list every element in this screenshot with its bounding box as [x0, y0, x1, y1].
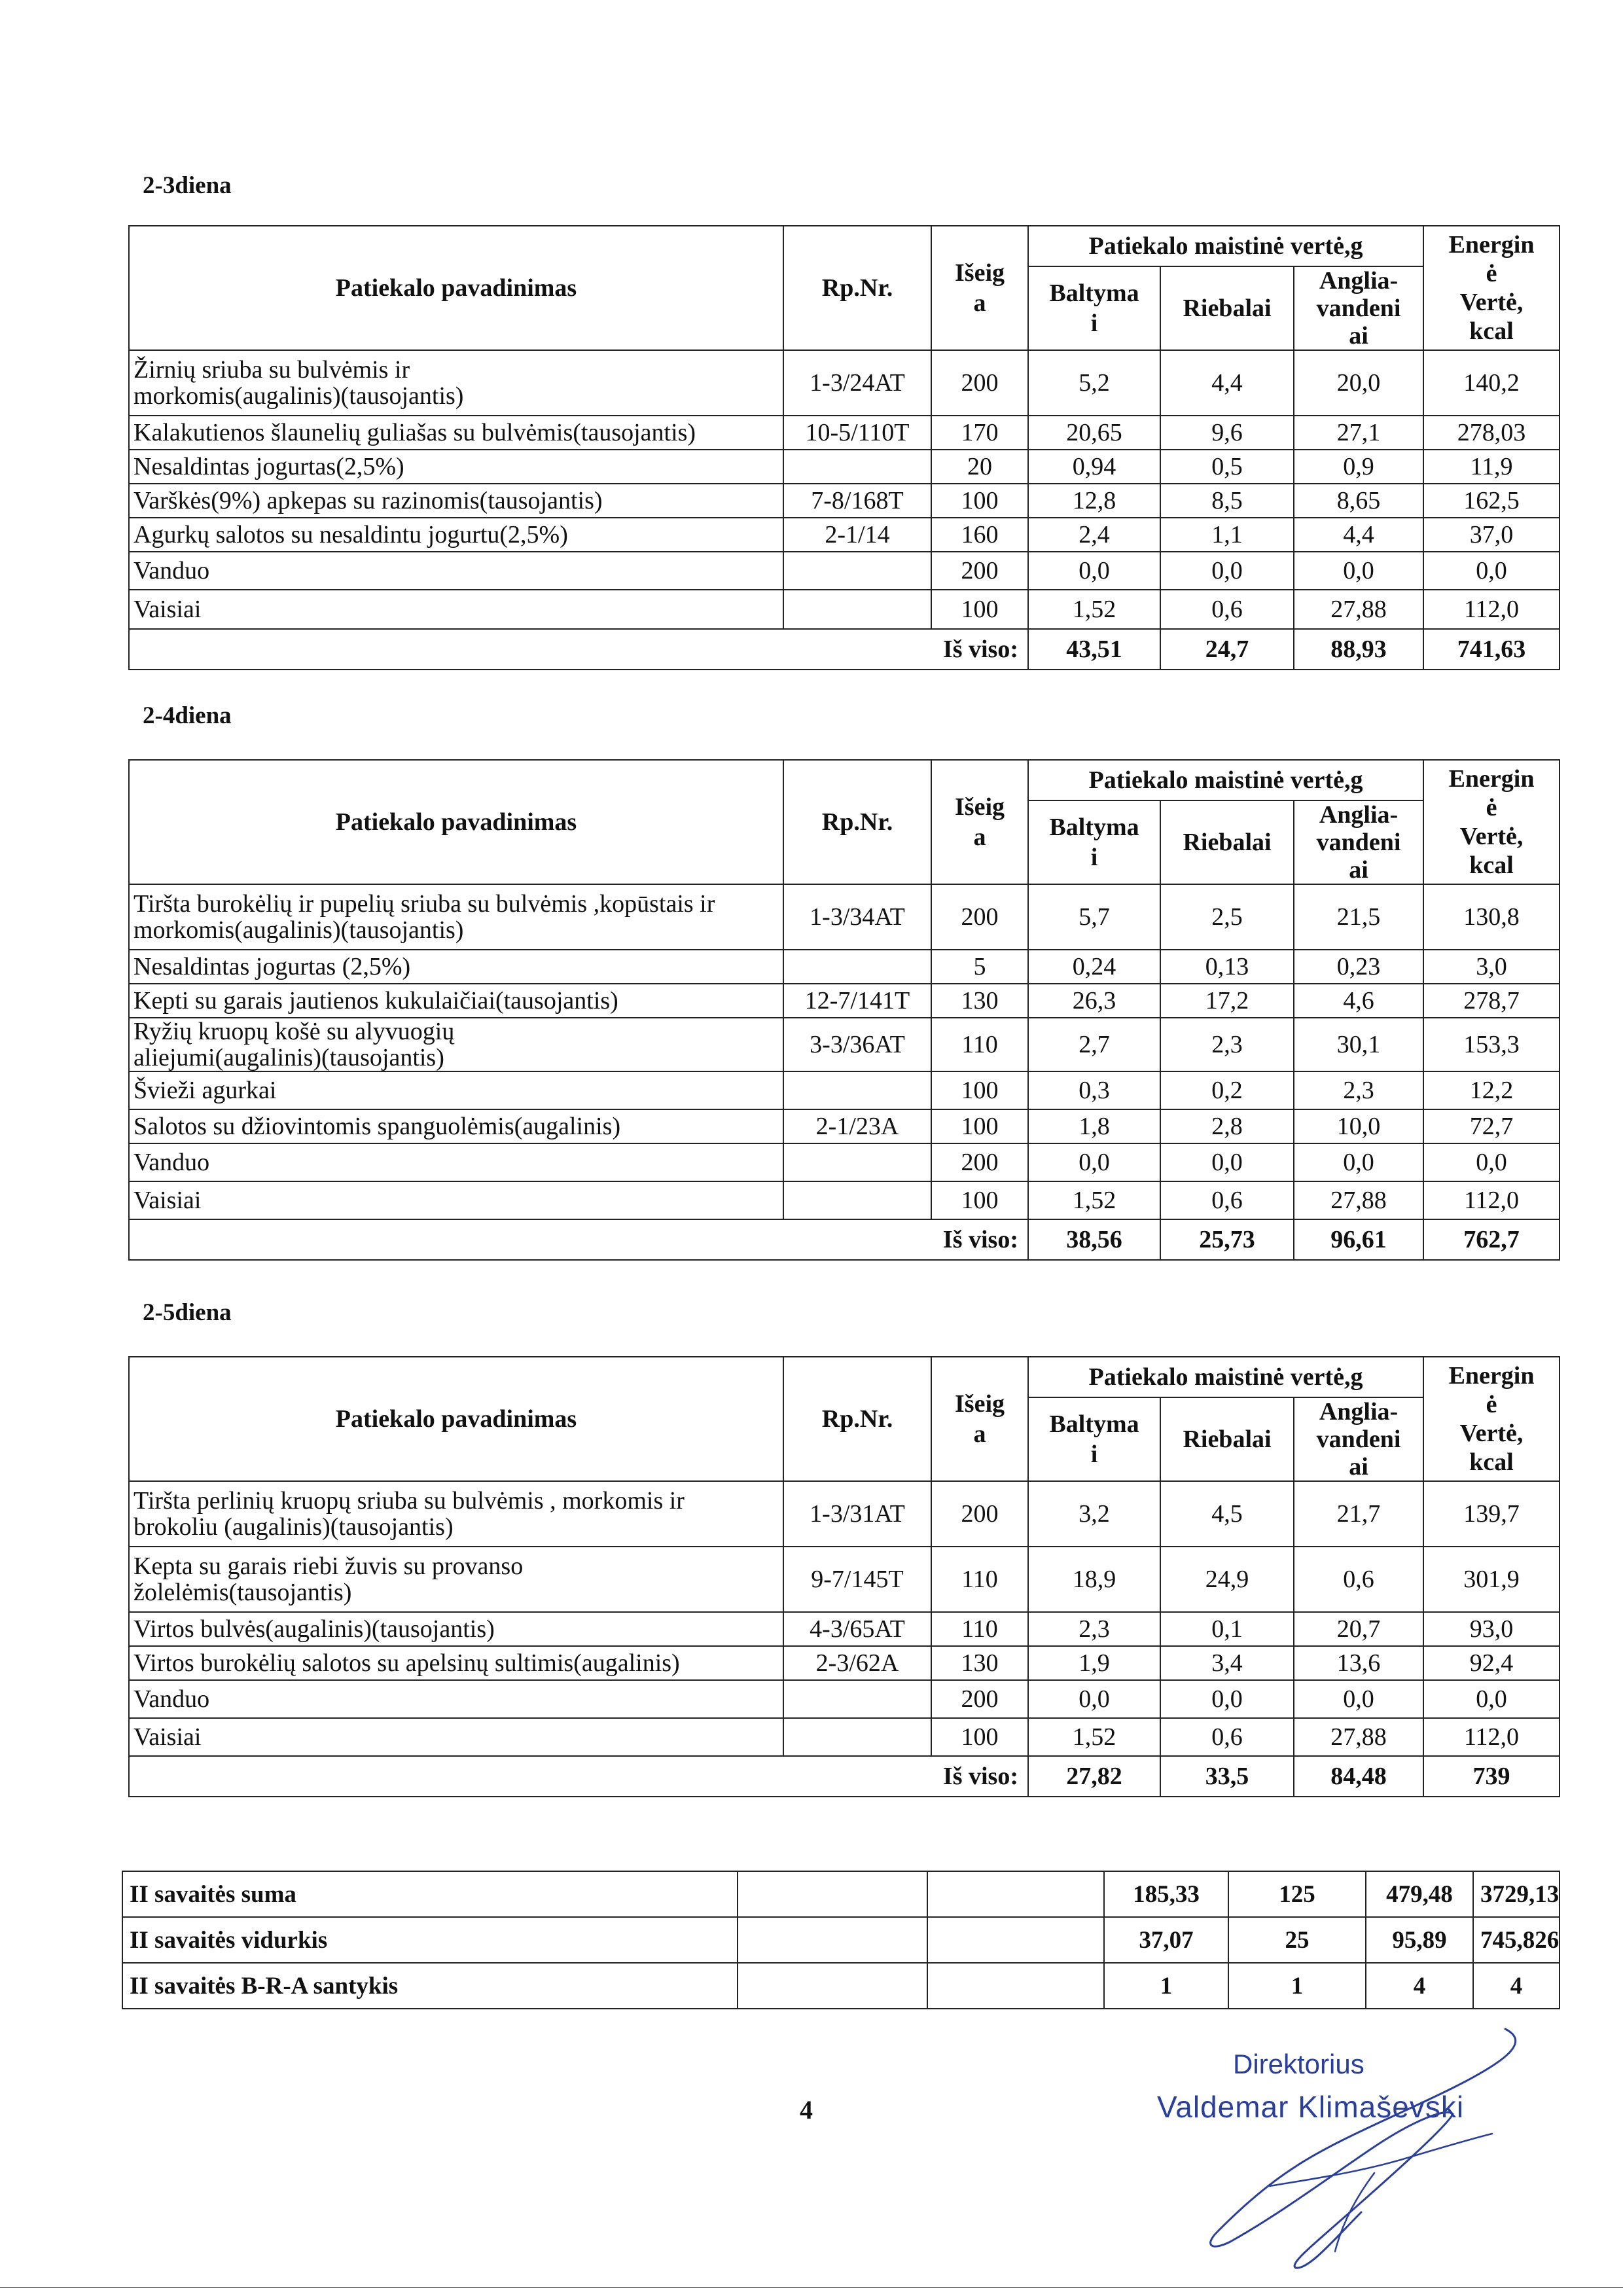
protein-value: 2,3 — [1028, 1612, 1160, 1646]
protein-value: 20,65 — [1028, 416, 1160, 450]
header-iseiga: Išeig a — [931, 1357, 1028, 1481]
yield: 200 — [931, 1143, 1028, 1181]
total-protein: 27,82 — [1028, 1756, 1160, 1797]
energy-value: 140,2 — [1423, 350, 1560, 416]
header-energy: Energin ė Vertė, kcal — [1423, 226, 1560, 350]
dish-name: Žirnių sriuba su bulvėmis ir morkomis(augalinis)(tausojantis) — [129, 350, 783, 416]
week-protein: 1 — [1104, 1963, 1228, 2009]
header-protein: Baltyma i — [1028, 266, 1160, 350]
energy-value: 301,9 — [1423, 1547, 1560, 1612]
protein-value: 2,4 — [1028, 518, 1160, 552]
total-protein: 38,56 — [1028, 1219, 1160, 1260]
week-summary-label: II savaitės vidurkis — [122, 1917, 738, 1963]
yield: 100 — [931, 1718, 1028, 1756]
week-carbs: 4 — [1366, 1963, 1473, 2009]
fat-value: 24,9 — [1160, 1547, 1294, 1612]
recipe-number — [783, 1718, 931, 1756]
protein-value: 5,7 — [1028, 884, 1160, 950]
fat-value: 0,6 — [1160, 1718, 1294, 1756]
menu-table — [128, 225, 1560, 670]
dish-name: Vanduo — [129, 1680, 783, 1718]
yield: 100 — [931, 1071, 1028, 1109]
energy-value: 130,8 — [1423, 884, 1560, 950]
header-fat: Riebalai — [1160, 266, 1294, 350]
yield: 20 — [931, 450, 1028, 484]
recipe-number — [783, 1071, 931, 1109]
table-row — [129, 884, 1560, 950]
total-carbs: 96,61 — [1294, 1219, 1423, 1260]
fat-value: 4,5 — [1160, 1481, 1294, 1547]
dish-name: Vanduo — [129, 552, 783, 590]
energy-value: 11,9 — [1423, 450, 1560, 484]
page-bottom-rule — [0, 2287, 1623, 2288]
header-energy: Energin ė Vertė, kcal — [1423, 760, 1560, 884]
protein-value: 0,0 — [1028, 1680, 1160, 1718]
fat-value: 3,4 — [1160, 1646, 1294, 1680]
header-nutrition-group: Patiekalo maistinė vertė,g — [1028, 760, 1423, 800]
energy-value: 112,0 — [1423, 590, 1560, 629]
recipe-number — [783, 590, 931, 629]
recipe-number: 4-3/65AT — [783, 1612, 931, 1646]
menu-table — [128, 1356, 1560, 1797]
carbs-value: 27,1 — [1294, 416, 1423, 450]
week-summary-row — [122, 1917, 1560, 1963]
header-fat: Riebalai — [1160, 1397, 1294, 1481]
director-name: Valdemar Klimaševski — [1157, 2090, 1465, 2124]
carbs-value: 0,0 — [1294, 1143, 1423, 1181]
header-rp: Rp.Nr. — [783, 226, 931, 350]
yield: 200 — [931, 552, 1028, 590]
energy-value: 153,3 — [1423, 1018, 1560, 1071]
dish-name: Varškės(9%) apkepas su razinomis(tausojantis) — [129, 484, 783, 518]
carbs-value: 13,6 — [1294, 1646, 1423, 1680]
carbs-value: 0,9 — [1294, 450, 1423, 484]
carbs-value: 21,5 — [1294, 884, 1423, 950]
recipe-number: 3-3/36AT — [783, 1018, 931, 1071]
yield: 200 — [931, 884, 1028, 950]
handwritten-signature — [1139, 2016, 1544, 2291]
protein-value: 1,52 — [1028, 1718, 1160, 1756]
fat-value: 0,0 — [1160, 1680, 1294, 1718]
carbs-value: 10,0 — [1294, 1109, 1423, 1143]
fat-value: 0,6 — [1160, 590, 1294, 629]
header-fat: Riebalai — [1160, 800, 1294, 884]
page-number: 4 — [800, 2095, 813, 2125]
total-row — [129, 629, 1560, 670]
yield: 100 — [931, 590, 1028, 629]
yield: 100 — [931, 1109, 1028, 1143]
dish-name: Virtos bulvės(augalinis)(tausojantis) — [129, 1612, 783, 1646]
menu-table — [128, 759, 1560, 1261]
table-row — [129, 1612, 1560, 1646]
energy-value: 112,0 — [1423, 1718, 1560, 1756]
yield: 5 — [931, 950, 1028, 984]
day-title: 2-5diena — [143, 1299, 232, 1326]
total-fat: 24,7 — [1160, 629, 1294, 670]
energy-value: 37,0 — [1423, 518, 1560, 552]
protein-value: 1,9 — [1028, 1646, 1160, 1680]
protein-value: 1,8 — [1028, 1109, 1160, 1143]
protein-value: 0,94 — [1028, 450, 1160, 484]
table-row — [129, 590, 1560, 629]
protein-value: 18,9 — [1028, 1547, 1160, 1612]
protein-value: 5,2 — [1028, 350, 1160, 416]
recipe-number: 12-7/141T — [783, 984, 931, 1018]
dish-name: Kepti su garais jautienos kukulaičiai(tausojantis) — [129, 984, 783, 1018]
energy-value: 3,0 — [1423, 950, 1560, 984]
yield: 200 — [931, 1481, 1028, 1547]
total-carbs: 88,93 — [1294, 629, 1423, 670]
week-energy: 4 — [1473, 1963, 1560, 2009]
energy-value: 162,5 — [1423, 484, 1560, 518]
energy-value: 112,0 — [1423, 1181, 1560, 1219]
carbs-value: 8,65 — [1294, 484, 1423, 518]
total-fat: 33,5 — [1160, 1756, 1294, 1797]
fat-value: 1,1 — [1160, 518, 1294, 552]
total-fat: 25,73 — [1160, 1219, 1294, 1260]
week-summary-row — [122, 1963, 1560, 2009]
yield: 130 — [931, 984, 1028, 1018]
protein-value: 0,3 — [1028, 1071, 1160, 1109]
carbs-value: 2,3 — [1294, 1071, 1423, 1109]
dish-name: Kepta su garais riebi žuvis su provanso žolelėmis(tausojantis) — [129, 1547, 783, 1612]
carbs-value: 27,88 — [1294, 1718, 1423, 1756]
total-blank — [129, 1756, 931, 1797]
fat-value: 2,3 — [1160, 1018, 1294, 1071]
yield: 100 — [931, 1181, 1028, 1219]
dish-name: Agurkų salotos su nesaldintu jogurtu(2,5%) — [129, 518, 783, 552]
header-nutrition-group: Patiekalo maistinė vertė,g — [1028, 1357, 1423, 1397]
protein-value: 3,2 — [1028, 1481, 1160, 1547]
fat-value: 0,0 — [1160, 552, 1294, 590]
table-row — [129, 1481, 1560, 1547]
table-row — [129, 1547, 1560, 1612]
yield: 110 — [931, 1547, 1028, 1612]
dish-name: Nesaldintas jogurtas (2,5%) — [129, 950, 783, 984]
header-protein: Baltyma i — [1028, 800, 1160, 884]
carbs-value: 4,6 — [1294, 984, 1423, 1018]
total-protein: 43,51 — [1028, 629, 1160, 670]
yield: 200 — [931, 350, 1028, 416]
total-row — [129, 1756, 1560, 1797]
total-energy: 741,63 — [1423, 629, 1560, 670]
header-name: Patiekalo pavadinimas — [129, 760, 783, 884]
fat-value: 17,2 — [1160, 984, 1294, 1018]
carbs-value: 20,0 — [1294, 350, 1423, 416]
table-row — [129, 1109, 1560, 1143]
dish-name: Tiršta burokėlių ir pupelių sriuba su bulvėmis ,kopūstais ir morkomis(augalinis)(tausojantis) — [129, 884, 783, 950]
recipe-number: 1-3/31AT — [783, 1481, 931, 1547]
energy-value: 0,0 — [1423, 1143, 1560, 1181]
fat-value: 2,8 — [1160, 1109, 1294, 1143]
dish-name: Tiršta perlinių kruopų sriuba su bulvėmis , morkomis ir brokoliu (augalinis)(tausojantis) — [129, 1481, 783, 1547]
energy-value: 0,0 — [1423, 552, 1560, 590]
yield: 160 — [931, 518, 1028, 552]
recipe-number — [783, 450, 931, 484]
recipe-number — [783, 1143, 931, 1181]
recipe-number: 7-8/168T — [783, 484, 931, 518]
total-carbs: 84,48 — [1294, 1756, 1423, 1797]
week-empty-cell — [738, 1963, 927, 2009]
header-iseiga: Išeig a — [931, 226, 1028, 350]
carbs-value: 20,7 — [1294, 1612, 1423, 1646]
week-energy: 745,826 — [1473, 1917, 1560, 1963]
day-title: 2-4diena — [143, 702, 232, 729]
table-row — [129, 350, 1560, 416]
header-protein: Baltyma i — [1028, 1397, 1160, 1481]
dish-name: Virtos burokėlių salotos su apelsinų sultimis(augalinis) — [129, 1646, 783, 1680]
week-carbs: 95,89 — [1366, 1917, 1473, 1963]
recipe-number — [783, 1680, 931, 1718]
protein-value: 2,7 — [1028, 1018, 1160, 1071]
table-row — [129, 1680, 1560, 1718]
fat-value: 0,6 — [1160, 1181, 1294, 1219]
header-name: Patiekalo pavadinimas — [129, 226, 783, 350]
protein-value: 1,52 — [1028, 1181, 1160, 1219]
week-summary-label: II savaitės suma — [122, 1871, 738, 1917]
carbs-value: 0,0 — [1294, 552, 1423, 590]
fat-value: 0,13 — [1160, 950, 1294, 984]
recipe-number: 9-7/145T — [783, 1547, 931, 1612]
header-rp: Rp.Nr. — [783, 1357, 931, 1481]
header-energy: Energin ė Vertė, kcal — [1423, 1357, 1560, 1481]
header-iseiga: Išeig a — [931, 760, 1028, 884]
carbs-value: 30,1 — [1294, 1018, 1423, 1071]
week-empty-cell — [738, 1917, 927, 1963]
energy-value: 92,4 — [1423, 1646, 1560, 1680]
recipe-number: 1-3/24AT — [783, 350, 931, 416]
table-row — [129, 1646, 1560, 1680]
total-energy: 739 — [1423, 1756, 1560, 1797]
total-row — [129, 1219, 1560, 1260]
energy-value: 12,2 — [1423, 1071, 1560, 1109]
recipe-number — [783, 1181, 931, 1219]
protein-value: 0,0 — [1028, 1143, 1160, 1181]
week-empty-cell — [738, 1871, 927, 1917]
table-row — [129, 950, 1560, 984]
recipe-number: 2-3/62A — [783, 1646, 931, 1680]
energy-value: 0,0 — [1423, 1680, 1560, 1718]
table-row — [129, 1718, 1560, 1756]
dish-name: Vanduo — [129, 1143, 783, 1181]
protein-value: 1,52 — [1028, 590, 1160, 629]
week-summary-label: II savaitės B-R-A santykis — [122, 1963, 738, 2009]
total-energy: 762,7 — [1423, 1219, 1560, 1260]
week-carbs: 479,48 — [1366, 1871, 1473, 1917]
recipe-number: 1-3/34AT — [783, 884, 931, 950]
table-row — [129, 1143, 1560, 1181]
recipe-number — [783, 950, 931, 984]
protein-value: 0,24 — [1028, 950, 1160, 984]
total-label: Iš viso: — [931, 1756, 1028, 1797]
dish-name: Nesaldintas jogurtas(2,5%) — [129, 450, 783, 484]
fat-value: 9,6 — [1160, 416, 1294, 450]
header-rp: Rp.Nr. — [783, 760, 931, 884]
week-summary-row — [122, 1871, 1560, 1917]
energy-value: 278,7 — [1423, 984, 1560, 1018]
week-fat: 25 — [1228, 1917, 1366, 1963]
table-row — [129, 1181, 1560, 1219]
total-label: Iš viso: — [931, 1219, 1028, 1260]
protein-value: 12,8 — [1028, 484, 1160, 518]
yield: 130 — [931, 1646, 1028, 1680]
header-carbs: Anglia- vandeni ai — [1294, 800, 1423, 884]
table-row — [129, 416, 1560, 450]
week-fat: 1 — [1228, 1963, 1366, 2009]
dish-name: Vaisiai — [129, 1718, 783, 1756]
total-label: Iš viso: — [931, 629, 1028, 670]
dish-name: Vaisiai — [129, 1181, 783, 1219]
yield: 100 — [931, 484, 1028, 518]
yield: 110 — [931, 1018, 1028, 1071]
carbs-value: 27,88 — [1294, 1181, 1423, 1219]
week-empty-cell — [927, 1871, 1104, 1917]
header-nutrition-group: Patiekalo maistinė vertė,g — [1028, 226, 1423, 266]
table-row — [129, 984, 1560, 1018]
table-row — [129, 1071, 1560, 1109]
week-empty-cell — [927, 1963, 1104, 2009]
week-summary-table — [122, 1871, 1560, 2009]
week-energy: 3729,13 — [1473, 1871, 1560, 1917]
header-name: Patiekalo pavadinimas — [129, 1357, 783, 1481]
total-blank — [129, 629, 931, 670]
total-blank — [129, 1219, 931, 1260]
table-row — [129, 552, 1560, 590]
week-fat: 125 — [1228, 1871, 1366, 1917]
fat-value: 2,5 — [1160, 884, 1294, 950]
yield: 200 — [931, 1680, 1028, 1718]
dish-name: Kalakutienos šlaunelių guliašas su bulvėmis(tausojantis) — [129, 416, 783, 450]
carbs-value: 0,0 — [1294, 1680, 1423, 1718]
carbs-value: 4,4 — [1294, 518, 1423, 552]
director-title: Direktorius — [1233, 2049, 1364, 2079]
energy-value: 139,7 — [1423, 1481, 1560, 1547]
energy-value: 278,03 — [1423, 416, 1560, 450]
fat-value: 4,4 — [1160, 350, 1294, 416]
fat-value: 0,1 — [1160, 1612, 1294, 1646]
table-row — [129, 450, 1560, 484]
fat-value: 0,2 — [1160, 1071, 1294, 1109]
energy-value: 72,7 — [1423, 1109, 1560, 1143]
carbs-value: 0,23 — [1294, 950, 1423, 984]
yield: 170 — [931, 416, 1028, 450]
week-empty-cell — [927, 1917, 1104, 1963]
table-row — [129, 518, 1560, 552]
fat-value: 0,0 — [1160, 1143, 1294, 1181]
recipe-number: 2-1/14 — [783, 518, 931, 552]
table-row — [129, 484, 1560, 518]
fat-value: 8,5 — [1160, 484, 1294, 518]
carbs-value: 27,88 — [1294, 590, 1423, 629]
carbs-value: 21,7 — [1294, 1481, 1423, 1547]
table-row — [129, 1018, 1560, 1071]
recipe-number: 10-5/110T — [783, 416, 931, 450]
dish-name: Ryžių kruopų košė su alyvuogių aliejumi(augalinis)(tausojantis) — [129, 1018, 783, 1071]
week-protein: 185,33 — [1104, 1871, 1228, 1917]
header-carbs: Anglia- vandeni ai — [1294, 1397, 1423, 1481]
day-title: 2-3diena — [143, 172, 232, 199]
fat-value: 0,5 — [1160, 450, 1294, 484]
week-protein: 37,07 — [1104, 1917, 1228, 1963]
protein-value: 0,0 — [1028, 552, 1160, 590]
dish-name: Salotos su džiovintomis spanguolėmis(augalinis) — [129, 1109, 783, 1143]
header-carbs: Anglia- vandeni ai — [1294, 266, 1423, 350]
protein-value: 26,3 — [1028, 984, 1160, 1018]
dish-name: Švieži agurkai — [129, 1071, 783, 1109]
dish-name: Vaisiai — [129, 590, 783, 629]
yield: 110 — [931, 1612, 1028, 1646]
recipe-number — [783, 552, 931, 590]
carbs-value: 0,6 — [1294, 1547, 1423, 1612]
recipe-number: 2-1/23A — [783, 1109, 931, 1143]
energy-value: 93,0 — [1423, 1612, 1560, 1646]
